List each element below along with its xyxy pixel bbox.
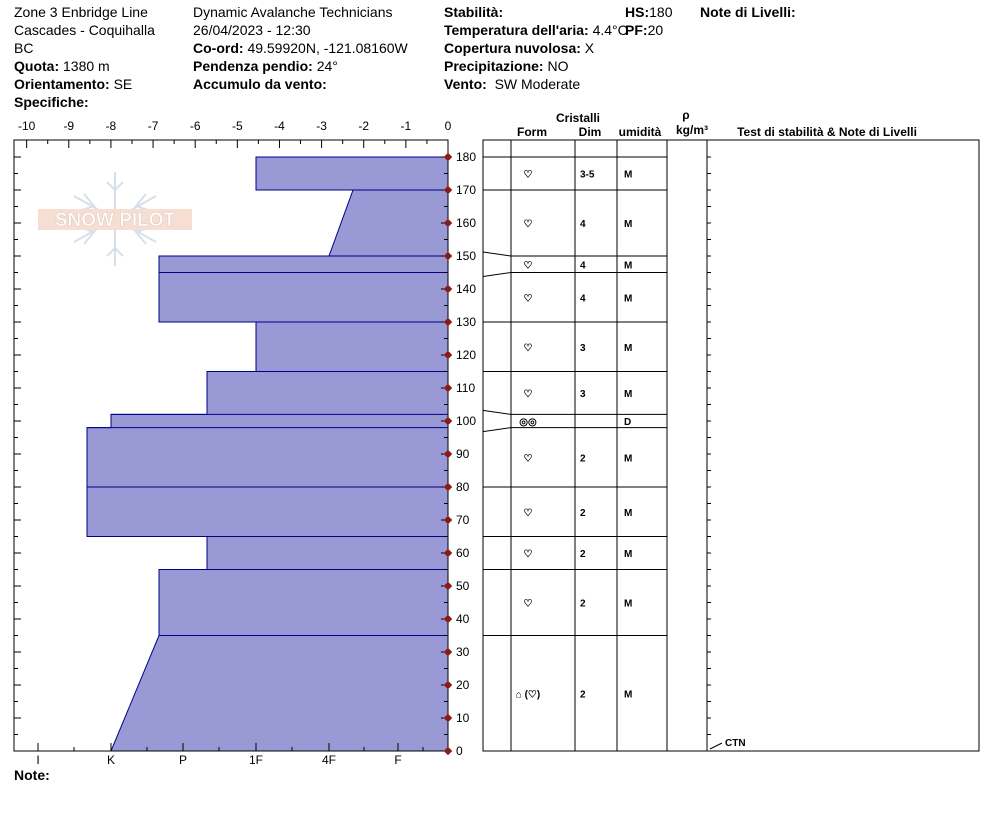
observer: Dynamic Avalanche Technicians	[193, 4, 393, 20]
temp-tick-label: -8	[105, 119, 117, 133]
layer-moisture: M	[624, 453, 633, 465]
sky-label: Copertura nuvolosa:	[444, 40, 581, 56]
layer-connector	[483, 252, 511, 256]
slope-value: 24°	[316, 58, 338, 74]
layer-moisture: M	[624, 293, 633, 305]
height-tick-label: 20	[456, 678, 470, 692]
layer-connector	[483, 428, 511, 432]
pf-label: PF:	[625, 22, 648, 38]
layer-moisture: M	[624, 549, 633, 560]
layer-dim: 4	[580, 260, 586, 272]
height-tick-label: 130	[456, 315, 477, 329]
height-tick-label: 10	[456, 711, 470, 725]
hardness-tick-label: K	[106, 753, 116, 767]
layer-moisture: D	[624, 417, 632, 428]
layer-dim: 2	[580, 549, 586, 560]
temp-tick-label: -4	[274, 119, 285, 133]
height-tick-label: 0	[456, 744, 463, 758]
height-tick-label: 80	[456, 480, 470, 494]
height-tick-label: 50	[456, 579, 470, 593]
layer-moisture: M	[624, 388, 633, 400]
precip-value: NO	[547, 58, 569, 74]
pf-value: 20	[647, 22, 664, 38]
layer-form-symbol: ♡	[523, 453, 533, 465]
temp-tick-label: -2	[358, 119, 370, 133]
layer-connector	[483, 410, 511, 414]
height-tick-label: 140	[456, 282, 477, 296]
layer-moisture: M	[624, 219, 633, 230]
hardness-profile	[87, 157, 448, 751]
hardness-tick-label: 1F	[248, 753, 264, 767]
layer-dim: 4	[580, 219, 586, 230]
height-tick-label: 150	[456, 249, 477, 263]
hardness-axis	[36, 753, 401, 767]
wind-label: Vento:	[444, 76, 487, 92]
layer-moisture: M	[624, 507, 633, 519]
precip-label: Precipitazione:	[444, 58, 544, 74]
elevation-label: Quota:	[14, 58, 60, 74]
temp-tick-label: -1	[400, 119, 412, 133]
height-tick-label: 30	[456, 645, 470, 659]
slope-label: Pendenza pendio:	[193, 58, 313, 74]
layer-dim: 3	[580, 342, 586, 354]
layer-dim: 2	[580, 598, 586, 610]
col-rho-header: ρ	[682, 108, 690, 122]
temperature-axis	[18, 119, 452, 133]
note-label: Note:	[14, 767, 50, 783]
temp-tick-label: -9	[63, 119, 75, 133]
temp-tick-label: -6	[189, 119, 201, 133]
elevation-value: 1380 m	[63, 58, 110, 74]
height-tick-label: 70	[456, 513, 470, 527]
layer-moisture: M	[624, 260, 633, 272]
temp-tick-label: -3	[316, 119, 327, 133]
temp-tick-label: -5	[231, 119, 243, 133]
hardness-tick-label: P	[178, 753, 188, 767]
hs-value: 180	[649, 4, 673, 20]
layer-dim: 4	[580, 293, 586, 305]
temp-tick-label: -10	[17, 119, 36, 133]
density-scale-ticks	[707, 157, 711, 751]
sky-value: X	[584, 40, 595, 56]
col-moisture-header: umidità	[618, 125, 662, 139]
aspect-label: Orientamento:	[14, 76, 110, 92]
height-tick-label: 170	[456, 183, 477, 197]
hardness-tick-label: I	[36, 753, 40, 767]
layer-form-symbol: ♡	[523, 388, 533, 400]
height-tick-label: 90	[456, 447, 470, 461]
height-tick-label: 110	[456, 381, 476, 395]
layer-moisture: M	[624, 598, 633, 610]
logo-text: SNOW PILOT	[54, 210, 176, 231]
layer-form-symbol: ♡	[523, 293, 533, 305]
height-tick-label: 160	[456, 216, 477, 230]
col-form-header: Form	[517, 125, 547, 139]
layer-moisture: M	[624, 689, 633, 701]
layer-moisture: M	[624, 342, 633, 354]
height-tick-label: 60	[456, 546, 470, 560]
layer-dim: 2	[580, 689, 586, 701]
snowpilot-logo	[38, 172, 192, 266]
test-result-label: CTN	[725, 738, 746, 749]
test-pointer	[710, 743, 722, 749]
coord-label: Co-ord:	[193, 40, 244, 56]
layer-form-symbol: ♡	[523, 598, 533, 610]
location-line-2: Cascades - Coquihalla	[14, 22, 155, 38]
layer-connector	[483, 273, 511, 277]
temp-tick-label: -7	[147, 119, 159, 133]
layer-moisture: M	[624, 169, 633, 181]
temp-tick-label: 0	[444, 119, 452, 133]
stability-tests	[710, 738, 746, 749]
layer-dim: 2	[580, 453, 586, 465]
height-tick-label: 40	[456, 612, 470, 626]
datetime: 26/04/2023 - 12:30	[193, 22, 311, 38]
hardness-tick-label: 4F	[321, 753, 337, 767]
layer-form-symbol: ◎◎	[519, 417, 537, 428]
layer-form-symbol: ♡	[523, 507, 533, 519]
layer-form-symbol: ♡	[523, 169, 533, 181]
layer-dim: 3-5	[580, 169, 595, 181]
location-line-3: BC	[14, 40, 34, 56]
wind-value: SW Moderate	[494, 76, 581, 92]
layer-form-symbol: ♡	[523, 260, 533, 272]
air-temp-value: 4.4°C	[592, 22, 628, 38]
height-axis	[444, 150, 477, 758]
height-tick-label: 180	[456, 150, 477, 164]
height-tick-label: 100	[456, 414, 477, 428]
layer-notes-label: Note di Livelli:	[700, 4, 796, 20]
hardness-tick-label: F	[394, 753, 402, 767]
layer-form-symbol: ♡	[523, 549, 533, 560]
col-tests-header: Test di stabilità & Note di Livelli	[737, 125, 917, 139]
layer-table-frame	[483, 140, 979, 751]
wind-load-label: Accumulo da vento:	[193, 76, 327, 92]
layer-dim: 3	[580, 388, 586, 400]
layer-form-symbol: ⌂ (♡)	[515, 689, 541, 701]
col-density-header: kg/m³	[675, 123, 709, 137]
hs-label: HS:	[625, 4, 650, 20]
location-line-1: Zone 3 Enbridge Line	[14, 4, 148, 20]
air-temp-label: Temperatura dell'aria:	[444, 22, 589, 38]
aspect-value: SE	[113, 76, 133, 92]
specifics-label: Specifiche:	[14, 94, 89, 110]
col-crystals-header: Cristalli	[555, 111, 601, 125]
layer-form-symbol: ♡	[523, 219, 533, 230]
layer-dim: 2	[580, 507, 586, 519]
coord-value: 49.59920N, -121.08160W	[247, 40, 408, 56]
height-tick-label: 120	[456, 348, 477, 362]
col-dim-header: Dim	[578, 125, 602, 139]
layer-form-symbol: ♡	[523, 342, 533, 354]
stability-label: Stabilità:	[444, 4, 504, 20]
